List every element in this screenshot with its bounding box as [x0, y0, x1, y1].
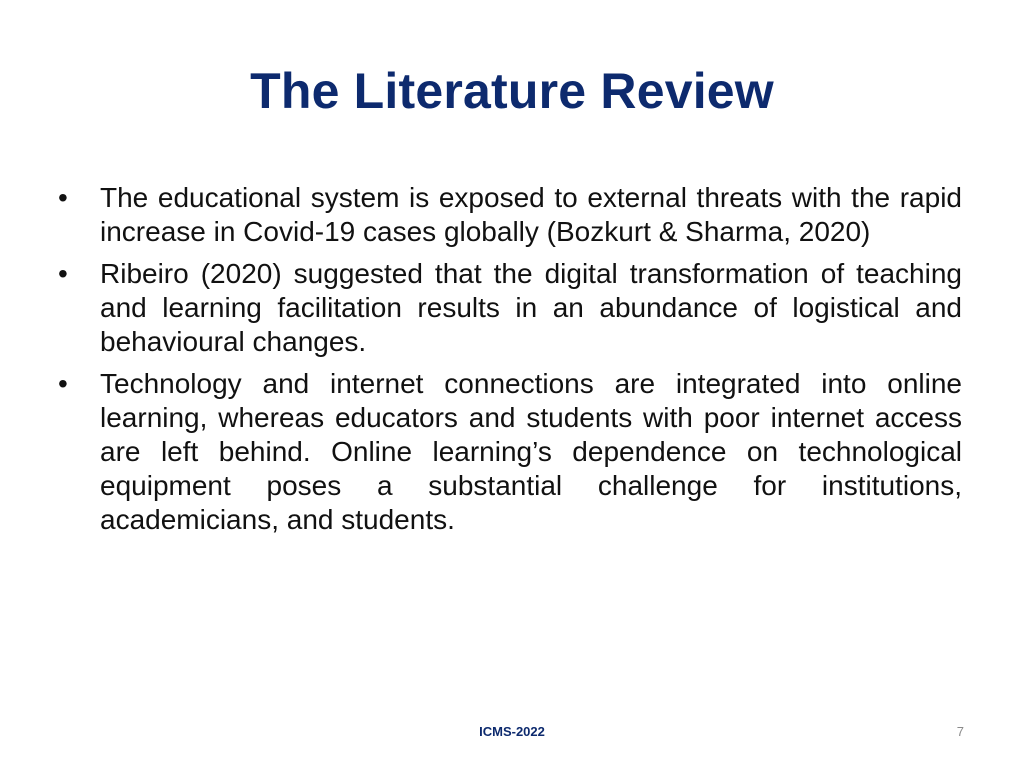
page-number: 7 [956, 724, 964, 739]
bullet-dot-icon: • [58, 258, 68, 289]
bullet-item [56, 257, 962, 359]
bullet-text: Technology and internet connections are integrated into online learning, whereas educators and students with poor internet access are left behind. Online learning’s dependence on technological equipment poses a substantial challenge for institutions, academicians, and students. [100, 368, 962, 535]
bullet-text: Ribeiro (2020) suggested that the digital transformation of teaching and learning facilitation results in an abundance of logistical and behavioural changes. [100, 258, 962, 357]
bullet-item [56, 181, 962, 249]
bullet-item [56, 367, 962, 537]
bullet-list [56, 181, 962, 537]
bullet-text: The educational system is exposed to external threats with the rapid increase in Covid-19 cases globally (Bozkurt & Sharma, 2020) [100, 182, 962, 247]
slide-title: The Literature Review [250, 63, 774, 119]
footer-label: ICMS-2022 [479, 724, 545, 739]
bullet-dot-icon: • [58, 368, 68, 399]
bullet-dot-icon: • [58, 182, 68, 213]
